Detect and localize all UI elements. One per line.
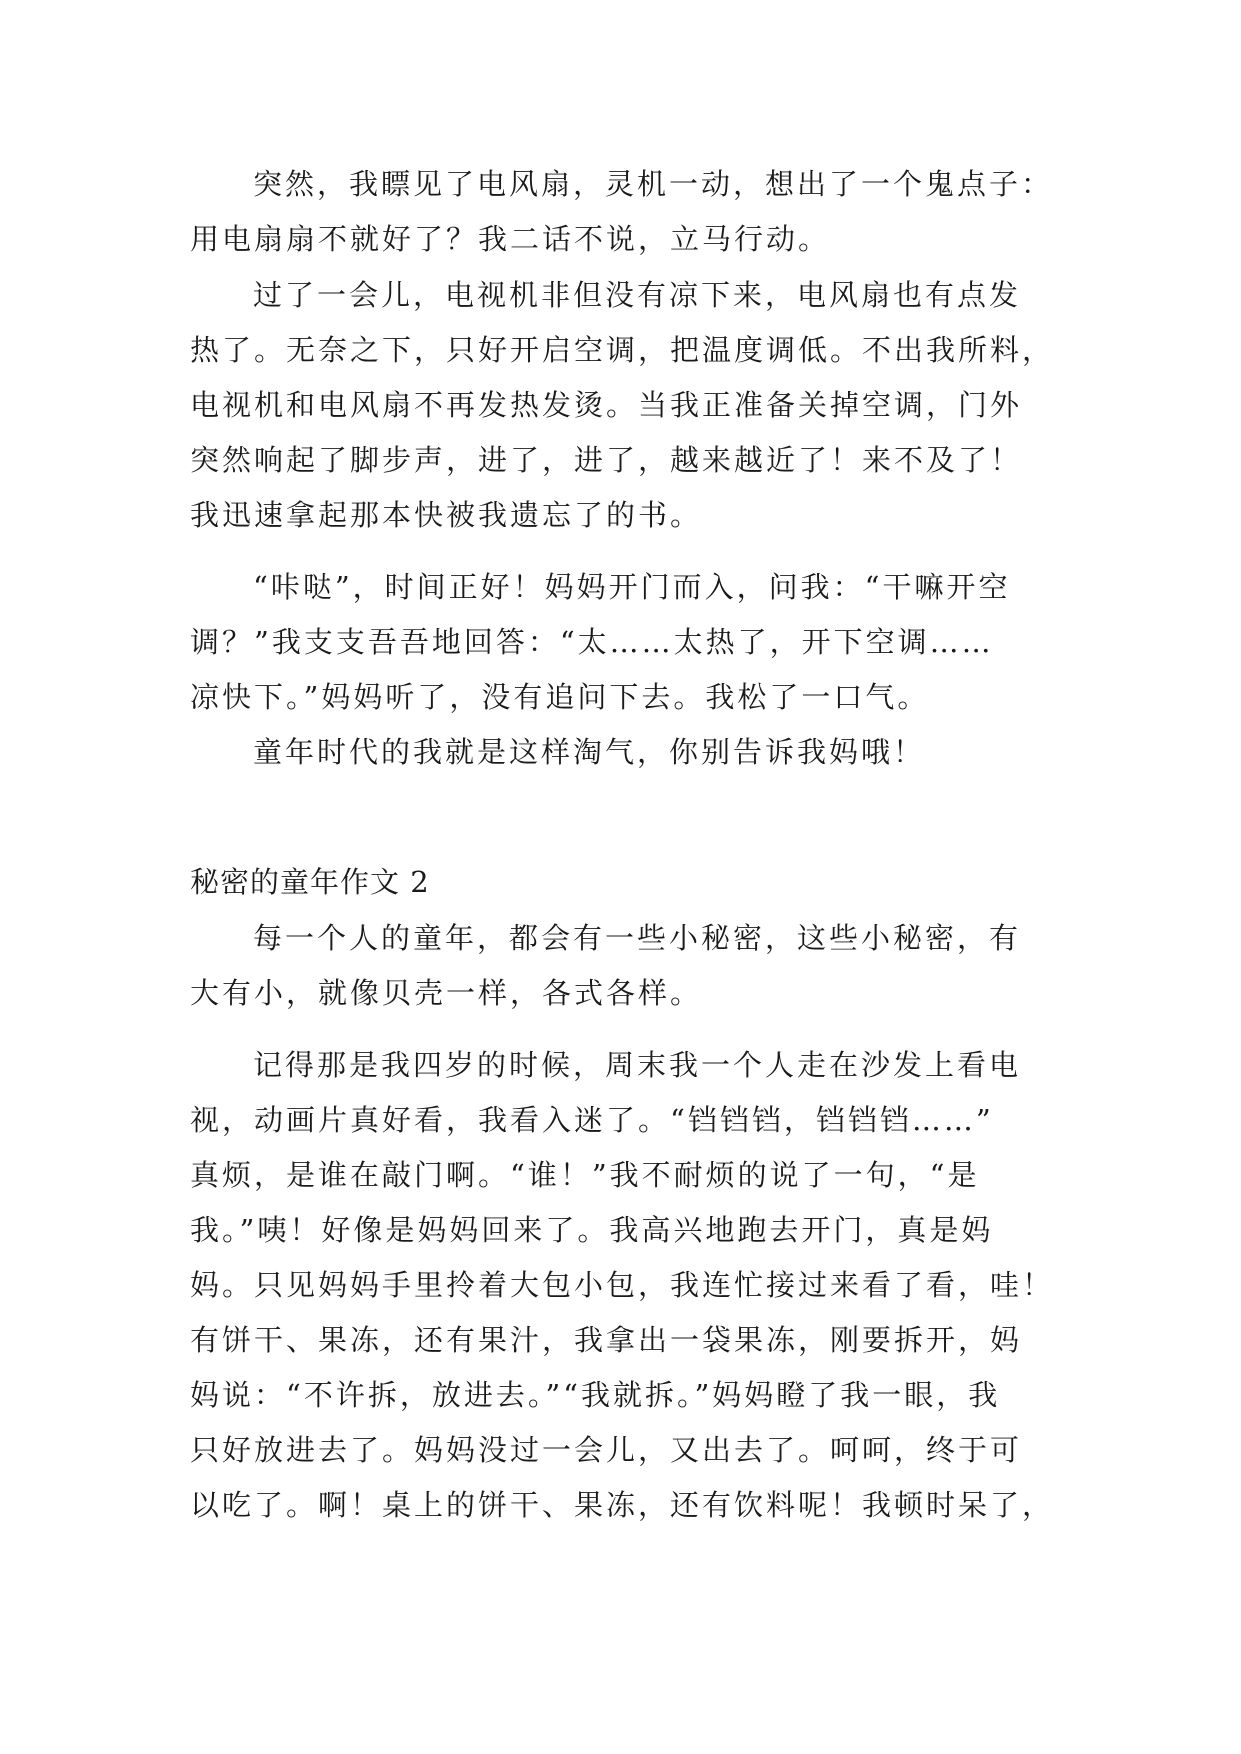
paragraph-3-line-1: “咔哒”，时间正好！妈妈开门而入，问我：“干嘛开空 (253, 570, 1011, 604)
paragraph-2-line-5: 我迅速拿起那本快被我遗忘了的书。 (190, 498, 703, 532)
paragraph-2-line-2: 热了。无奈之下，只好开启空调，把温度调低。不出我所料， (190, 333, 1055, 367)
paragraph-3-line-3: 凉快下。”妈妈听了，没有追问下去。我松了一口气。 (190, 680, 930, 714)
paragraph-6-line-4: 我。”咦！好像是妈妈回来了。我高兴地跑去开门，真是妈 (190, 1213, 994, 1247)
paragraph-3-line-2: 调？”我支支吾吾地回答：“太……太热了，开下空调…… (190, 625, 994, 659)
paragraph-6-line-6: 有饼干、果冻，还有果汁，我拿出一袋果冻，刚要拆开，妈 (190, 1323, 1023, 1357)
paragraph-1-line-1: 突然，我瞟见了电风扇，灵机一动，想出了一个鬼点子： (253, 167, 1054, 201)
paragraph-5-line-2: 大有小，就像贝壳一样，各式各样。 (190, 976, 703, 1010)
paragraph-6-line-8: 只好放进去了。妈妈没过一会儿，又出去了。呵呵，终于可 (190, 1433, 1023, 1467)
paragraph-2-line-4: 突然响起了脚步声，进了，进了，越来越近了！来不及了！ (190, 443, 1023, 477)
paragraph-5-line-1: 每一个人的童年，都会有一些小秘密，这些小秘密，有 (253, 921, 1022, 955)
paragraph-6-line-9: 以吃了。啊！桌上的饼干、果冻，还有饮料呢！我顿时呆了， (190, 1488, 1055, 1522)
paragraph-6-line-5: 妈。只见妈妈手里拎着大包小包，我连忙接过来看了看，哇！ (190, 1268, 1055, 1302)
paragraph-6-line-3: 真烦，是谁在敲门啊。“谁！”我不耐烦的说了一句，“是 (190, 1158, 980, 1192)
paragraph-2-line-1: 过了一会儿，电视机非但没有凉下来，电风扇也有点发 (253, 278, 1022, 312)
section-title: 秘密的童年作文 2 (190, 865, 430, 899)
paragraph-6-line-2: 视，动画片真好看，我看入迷了。“铛铛铛，铛铛铛……” (190, 1103, 994, 1137)
paragraph-2-line-3: 电视机和电风扇不再发热发烫。当我正准备关掉空调，门外 (190, 388, 1023, 422)
paragraph-4-line-1: 童年时代的我就是这样淘气，你别告诉我妈哦！ (253, 735, 926, 769)
paragraph-6-line-1: 记得那是我四岁的时候，周末我一个人走在沙发上看电 (253, 1048, 1022, 1082)
paragraph-6-line-7: 妈说：“不许拆，放进去。”“我就拆。”妈妈瞪了我一眼，我 (190, 1378, 1001, 1412)
paragraph-1-line-2: 用电扇扇不就好了？我二话不说，立马行动。 (190, 222, 831, 256)
